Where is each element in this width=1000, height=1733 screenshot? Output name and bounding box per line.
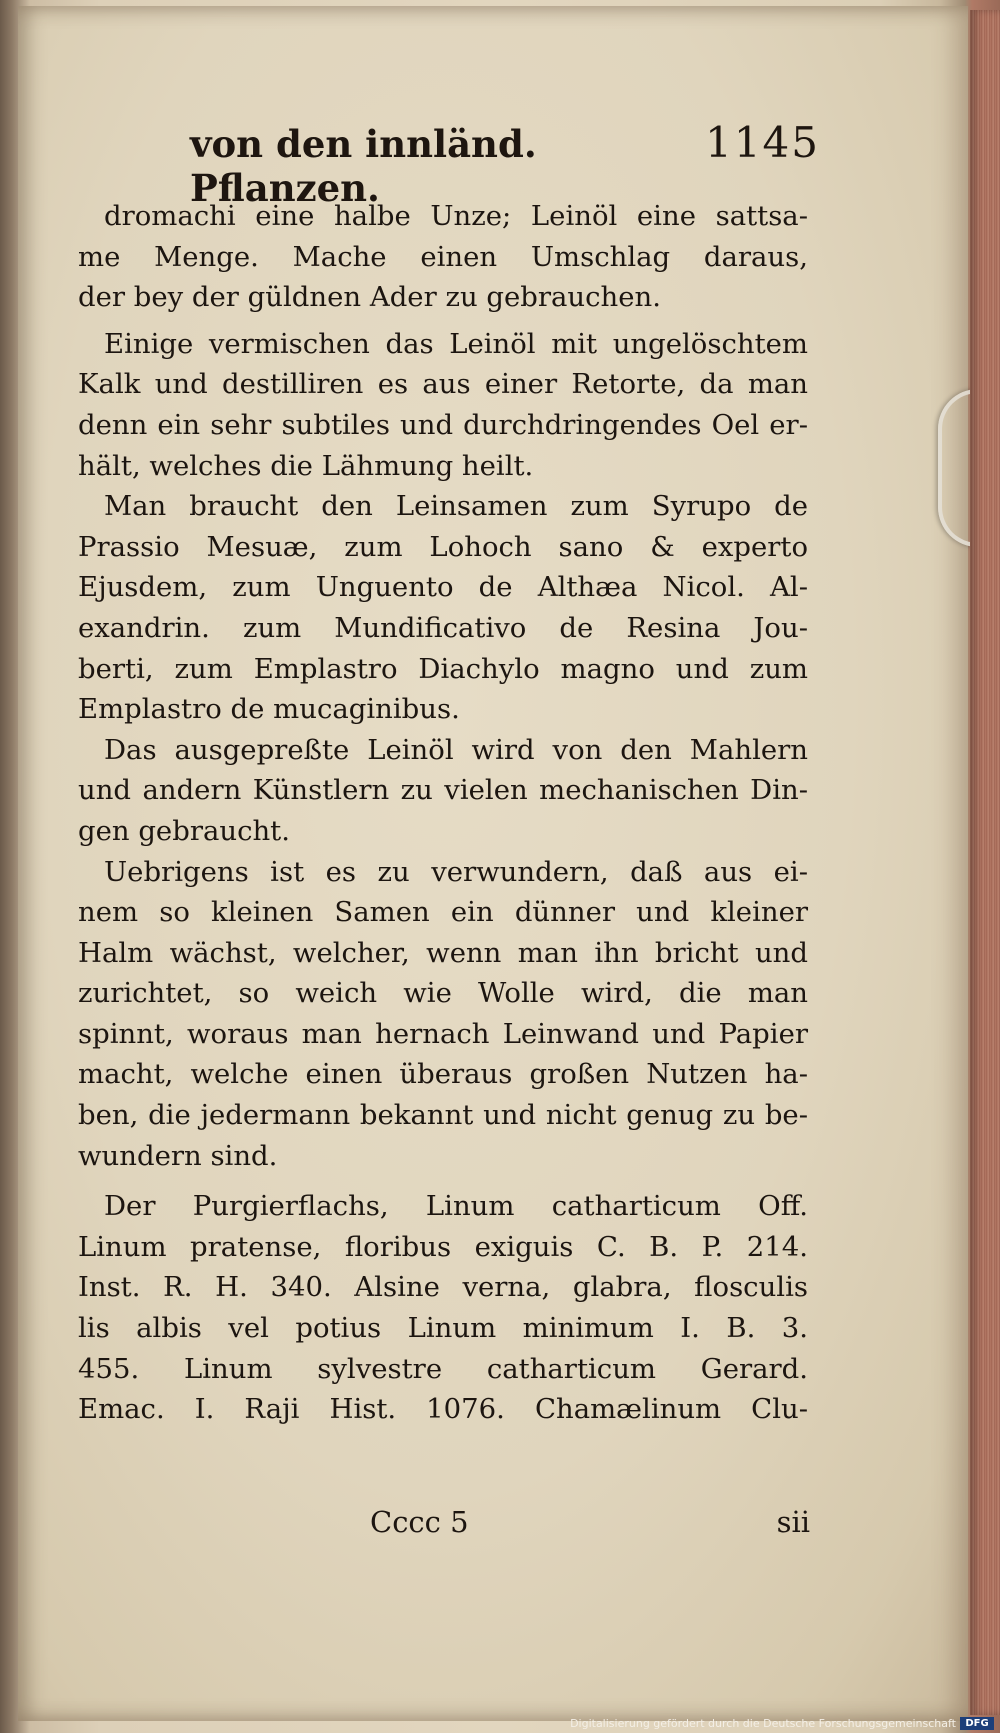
text-line: Man braucht den Leinsamen zum Syrupo de — [104, 490, 808, 523]
text-line: Das ausgepreßte Leinöl wird von den Mahlern — [104, 733, 808, 766]
text-line: lis albis vel potius Linum minimum I. B. 3. — [78, 1312, 808, 1345]
text-line: denn ein sehr subtiles und durchdringendes Oel er- — [78, 408, 808, 441]
text-line: Der Purgierflachs, Linum catharticum Off. — [104, 1190, 808, 1223]
catchword: sii — [776, 1505, 810, 1539]
text-line: ben, die jedermann bekannt und nicht genug zu be- — [78, 1099, 808, 1132]
text-line: berti, zum Emplastro Diachylo magno und zum — [78, 652, 808, 685]
text-line: 455. Linum sylvestre catharticum Gerard. — [78, 1352, 808, 1385]
page-footer — [370, 1505, 810, 1549]
dfg-logo-icon: DFG — [960, 1717, 994, 1730]
text-line: Linum pratense, floribus exiguis C. B. P. 214. — [78, 1230, 808, 1263]
text-line: Emplastro de mucaginibus. — [78, 693, 460, 726]
text-line: und andern Künstlern zu vielen mechanischen Din- — [78, 774, 808, 807]
text-line: Halm wächst, welcher, wenn man ihn bricht und — [78, 936, 808, 969]
page-number: 1145 — [705, 118, 820, 167]
text-line: hält, welches die Lähmung heilt. — [78, 449, 534, 482]
text-line: spinnt, woraus man hernach Leinwand und Papier — [78, 1017, 808, 1050]
digitization-credit — [570, 1715, 994, 1731]
text-line: der bey der güldnen Ader zu gebrauchen. — [78, 281, 661, 314]
running-header — [190, 118, 820, 210]
text-line: Emac. I. Raji Hist. 1076. Chamælinum Clu- — [78, 1393, 808, 1426]
text-line: wundern sind. — [78, 1139, 278, 1172]
text-line: Uebrigens ist es zu verwundern, daß aus ei- — [104, 855, 808, 888]
text-line: Prassio Mesuæ, zum Lohoch sano & experto — [78, 530, 808, 563]
text-line: zurichtet, so weich wie Wolle wird, die man — [78, 977, 808, 1010]
text-line: macht, welche einen überaus großen Nutzen ha- — [78, 1058, 808, 1091]
text-line: nem so kleinen Samen ein dünner und kleiner — [78, 896, 808, 929]
text-line: Kalk und destilliren es aus einer Retorte, da man — [78, 368, 808, 401]
page-edges — [970, 10, 1000, 1715]
text-line: dromachi eine halbe Unze; Leinöl eine sattsa- — [104, 200, 808, 232]
running-title: von den innländ. Pflanzen. — [190, 122, 537, 210]
text-line: exandrin. zum Mundificativo de Resina Jou- — [78, 611, 808, 644]
text-line: me Menge. Mache einen Umschlag daraus, — [78, 240, 808, 273]
signature-mark: Cccc 5 — [370, 1505, 469, 1539]
text-line: gen gebraucht. — [78, 814, 290, 847]
text-line: Inst. R. H. 340. Alsine verna, glabra, flosculis — [78, 1271, 808, 1304]
credit-text: Digitalisierung gefördert durch die Deutsche Forschungsgemeinschaft — [570, 1716, 956, 1730]
text-line: Ejusdem, zum Unguento de Althæa Nicol. Al- — [78, 571, 808, 604]
body-text — [78, 196, 808, 1430]
text-line: Einige vermischen das Leinöl mit ungelöschtem — [104, 327, 808, 360]
